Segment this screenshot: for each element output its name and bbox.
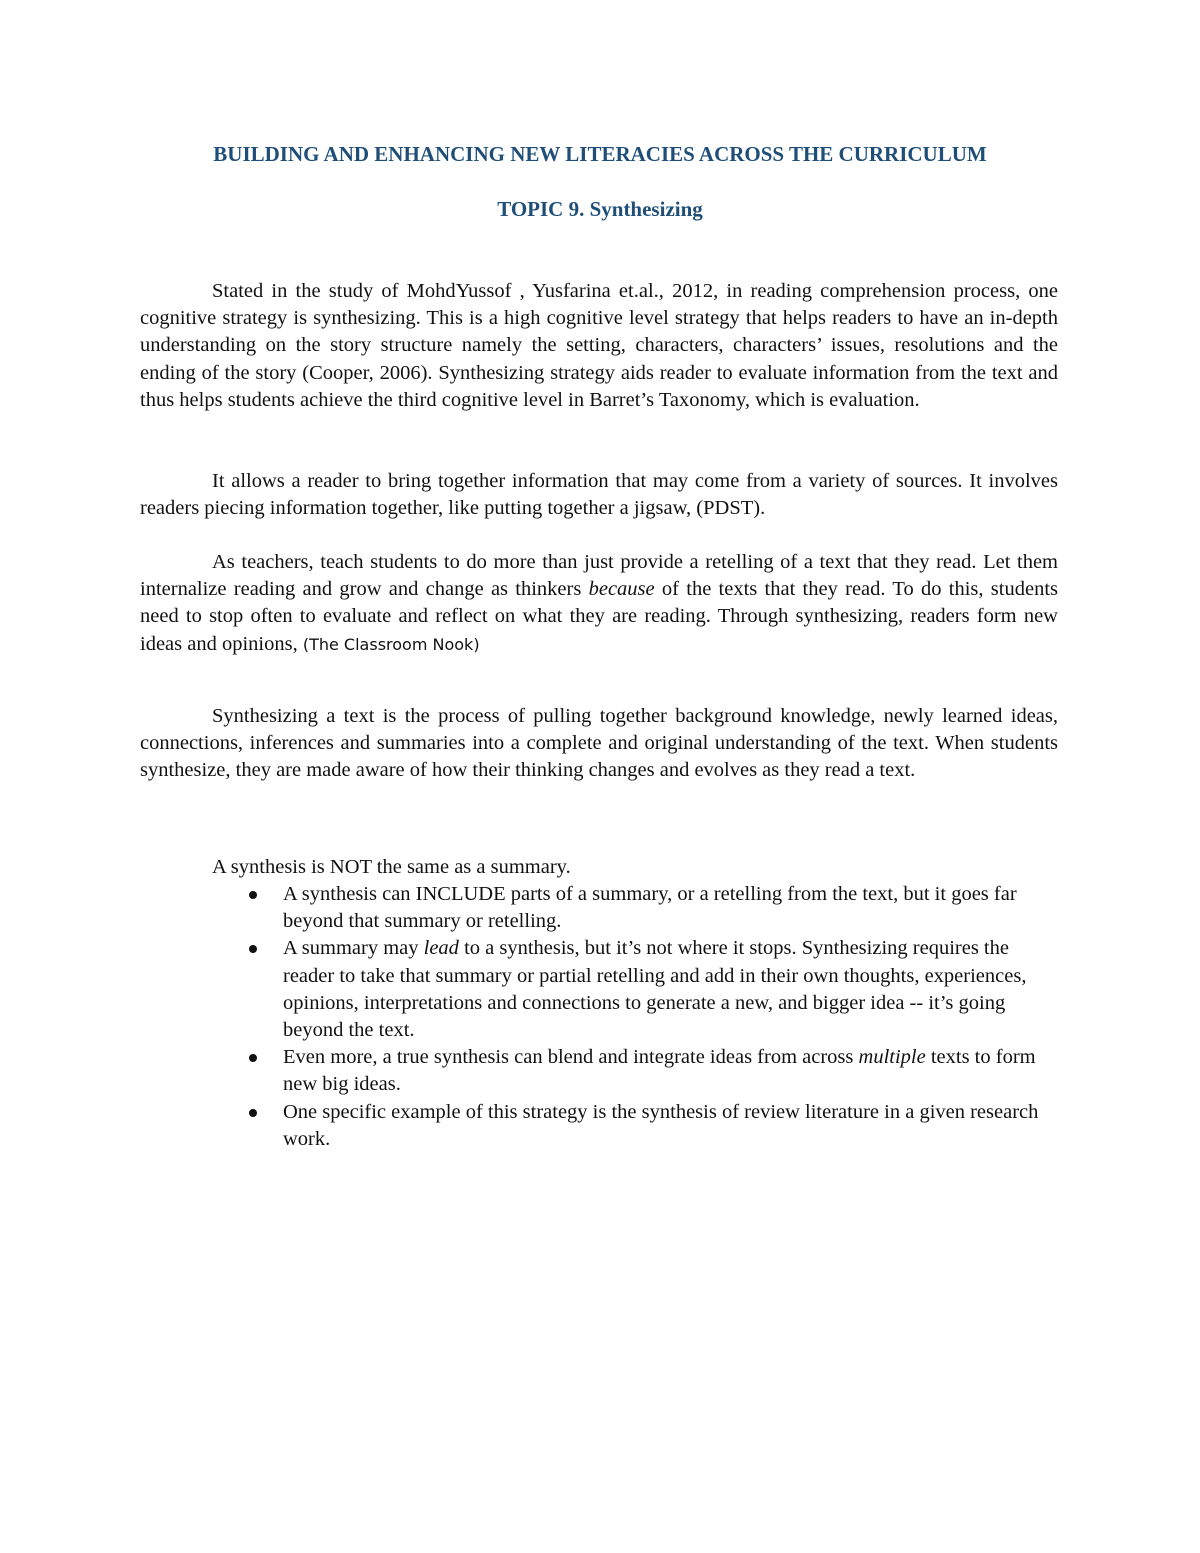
bullet-emphasis-lead: lead [423, 937, 459, 960]
list-item [140, 1044, 1058, 1098]
topic-heading: TOPIC 9. Synthesizing [497, 197, 703, 221]
paragraph-teachers-text-a: As teachers, teach students to do more than just provide a retelling of a text that they read. Let them internalize reading and grow and change as thinkers [140, 551, 1058, 601]
paragraph-sources: It allows a reader to bring together information that may come from a variety of sources. It involves readers piecing information together, like putting together a jigsaw, (PDST). [140, 470, 1058, 520]
bullet-emphasis-multiple: multiple [858, 1046, 926, 1069]
bullet-text [283, 1044, 1058, 1098]
bullet-text-a: Even more, a true synthesis can blend and integrate ideas from across [283, 1046, 859, 1069]
bullet-text: A synthesis can INCLUDE parts of a summary, or a retelling from the text, but it goes far beyond that summary or retelling. [283, 883, 1017, 933]
bullet-icon [249, 891, 257, 899]
paragraph-teachers-text-b: of the texts that they read. To do this, students need to stop often to evaluate and reflect on what they are reading. Through synthesizing, readers form new ideas and opinions, [140, 578, 1058, 655]
list-lead: A synthesis is NOT the same as a summary. [212, 856, 571, 878]
bullet-text-b: texts to form new big ideas. [283, 1046, 1036, 1096]
bullet-list [140, 881, 1058, 1153]
list-item [140, 935, 1058, 1044]
bullet-icon [249, 1054, 257, 1062]
list-item [140, 881, 1058, 935]
bullet-text-b: to a synthesis, but it’s not where it stops. Synthesizing requires the reader to take that summary or partial retelling and add in their own thoughts, experiences, opinions, interpretations and connections to generate a new, and bigger idea -- it’s going beyond the text. [283, 937, 1027, 1042]
document-title: BUILDING AND ENHANCING NEW LITERACIES ACROSS THE CURRICULUM [213, 142, 987, 166]
bullet-text [283, 935, 1058, 1044]
list-item [140, 1099, 1058, 1153]
bullet-text: One specific example of this strategy is the synthesis of review literature in a given research work. [283, 1100, 1039, 1150]
paragraph-definition: Synthesizing a text is the process of pulling together background knowledge, newly learned ideas, connections, inferences and summaries into a complete and original understanding of the text. When students synthesize, they are made aware of how their thinking changes and evolves as they read a text. [140, 705, 1058, 782]
paragraph-intro: Stated in the study of MohdYussof , Yusfarina et.al., 2012, in reading comprehension process, one cognitive strategy is synthesizing. This is a high cognitive level strategy that helps readers to have an in-depth understanding on the story structure namely the setting, characters, characters’ issues, resolutions and the ending of the story (Cooper, 2006). Synthesizing strategy aids reader to evaluate information from the text and thus helps students achieve the third cognitive level in Barret’s Taxonomy, which is evaluation. [140, 280, 1058, 411]
bullet-icon [249, 1109, 257, 1117]
bullet-icon [249, 945, 257, 953]
citation-classroom-nook: (The Classroom Nook) [302, 634, 480, 654]
bullet-text-a: A summary may [283, 937, 424, 960]
paragraph-teachers [140, 549, 1058, 658]
paragraph-teachers-emphasis: because [588, 578, 655, 601]
